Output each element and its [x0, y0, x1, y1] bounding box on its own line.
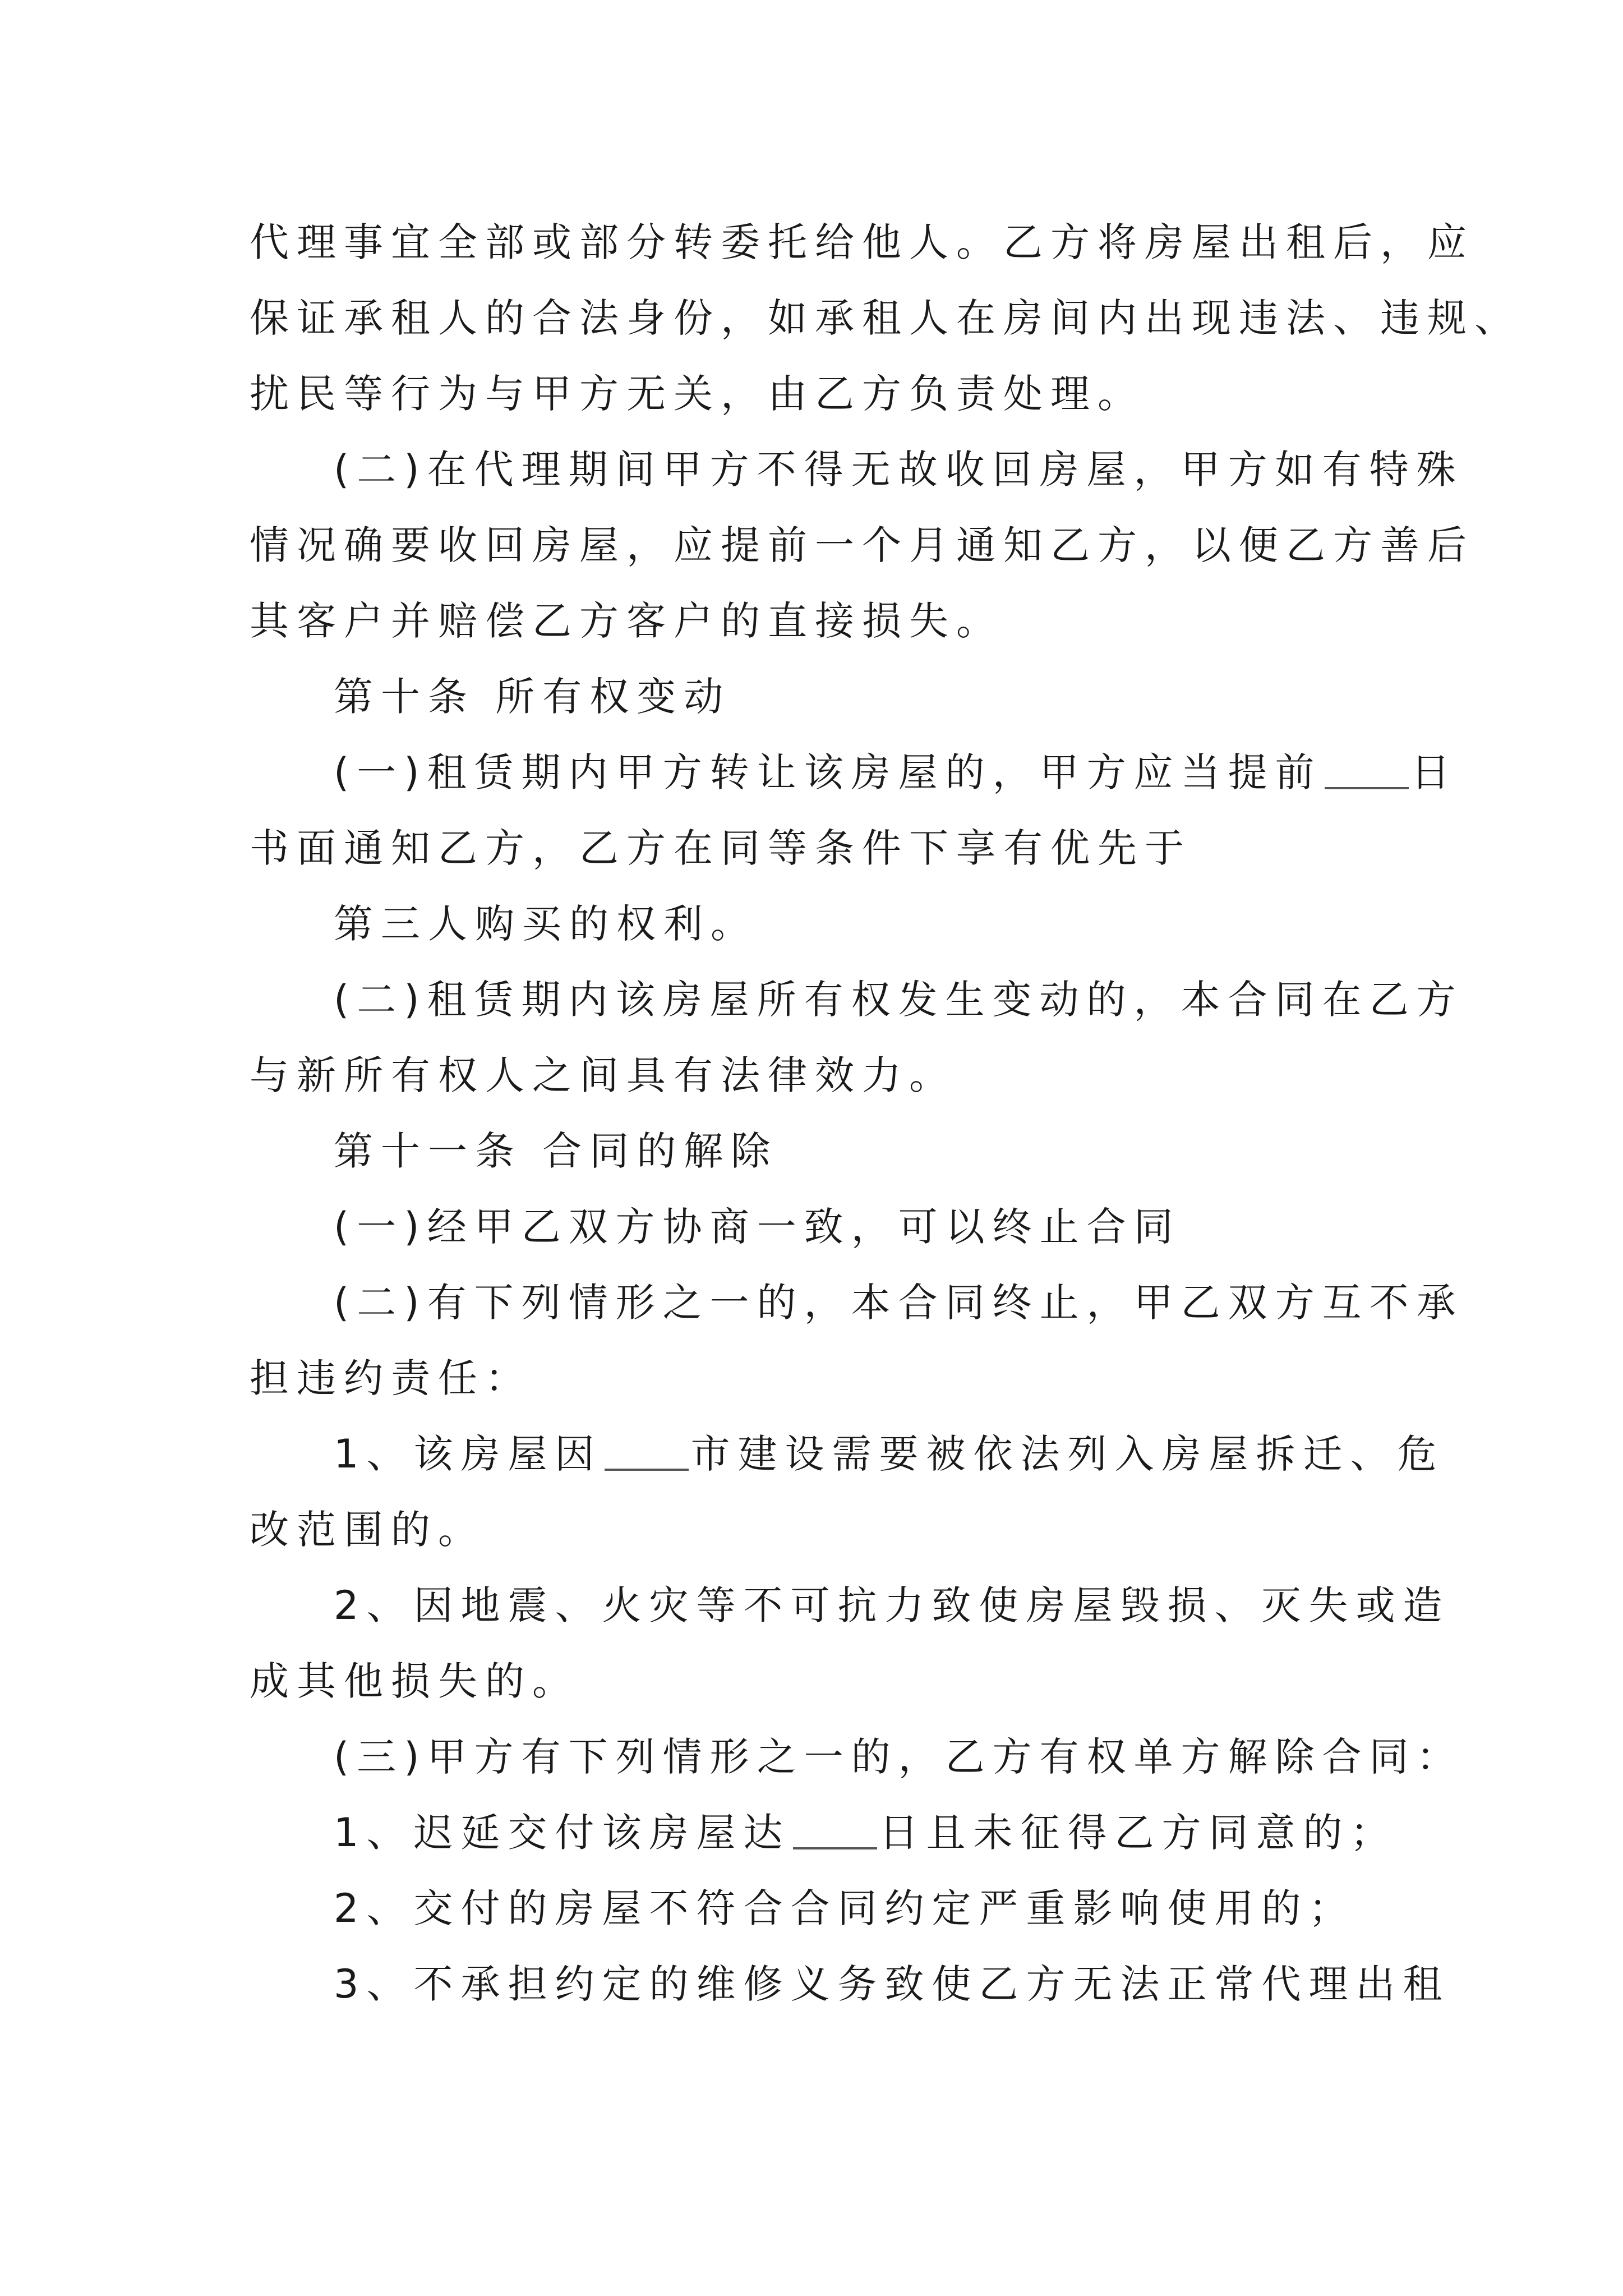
paragraph-line: 其客户并赔偿乙方客户的直接损失。	[250, 598, 1003, 644]
paragraph-line: (一)经甲乙双方协商一致，可以终止合同	[334, 1204, 1181, 1250]
paragraph-line: 第三人购买的权利。	[334, 901, 758, 947]
document-body	[250, 205, 1521, 2022]
section-heading: 第十条 所有权变动	[334, 674, 731, 720]
paragraph-line: 情况确要收回房屋，应提前一个月通知乙方，以便乙方善后	[250, 522, 1474, 568]
fill-in-blank	[793, 1808, 877, 1849]
line-text-after-blank: 日	[1410, 749, 1458, 795]
paragraph-line: 保证承租人的合法身份，如承租人在房间内出现违法、违规、	[250, 295, 1521, 341]
paragraph-line: 改范围的。	[250, 1507, 485, 1553]
paragraph-line: 成其他损失的。	[250, 1658, 579, 1704]
fill-in-blank	[1325, 748, 1409, 789]
section-heading: 第十一条 合同的解除	[334, 1128, 778, 1174]
paragraph-line: 与新所有权人之间具有法律效力。	[250, 1052, 956, 1098]
paragraph-line: 担违约责任：	[250, 1355, 532, 1401]
paragraph-line: (二)租赁期内该房屋所有权发生变动的，本合同在乙方	[334, 977, 1464, 1023]
paragraph-line: (二)有下列情形之一的，本合同终止，甲乙双方互不承	[334, 1280, 1464, 1326]
line-text-after-blank: 日且未征得乙方同意的；	[879, 1810, 1398, 1856]
paragraph-line: 2、因地震、火灾等不可抗力致使房屋毁损、灭失或造	[334, 1582, 1450, 1628]
paragraph-line: 扰民等行为与甲方无关，由乙方负责处理。	[250, 371, 1145, 417]
paragraph-line: 代理事宜全部或部分转委托给他人。乙方将房屋出租后，应	[250, 219, 1474, 265]
paragraph-line: 3、不承担约定的维修义务致使乙方无法正常代理出租	[334, 1961, 1450, 2007]
paragraph-line	[250, 1416, 1445, 1492]
fill-in-blank	[605, 1429, 689, 1471]
paragraph-line	[250, 1795, 1398, 1871]
line-text-before-blank: (一)租赁期内甲方转让该房屋的，甲方应当提前	[334, 749, 1322, 795]
paragraph-line: (二)在代理期间甲方不得无故收回房屋，甲方如有特殊	[334, 447, 1464, 493]
line-text-after-blank: 市建设需要被依法列入房屋拆迁、危	[690, 1431, 1445, 1477]
paragraph-line: 2、交付的房屋不符合合同约定严重影响使用的；	[334, 1885, 1356, 1931]
paragraph-line: (三)甲方有下列情形之一的，乙方有权单方解除合同：	[334, 1734, 1464, 1780]
paragraph-line: 书面通知乙方，乙方在同等条件下享有优先于	[250, 825, 1192, 871]
line-text-before-blank: 1、该房屋因	[334, 1431, 602, 1477]
paragraph-line	[250, 735, 1458, 811]
line-text-before-blank: 1、迟延交付该房屋达	[334, 1810, 791, 1856]
